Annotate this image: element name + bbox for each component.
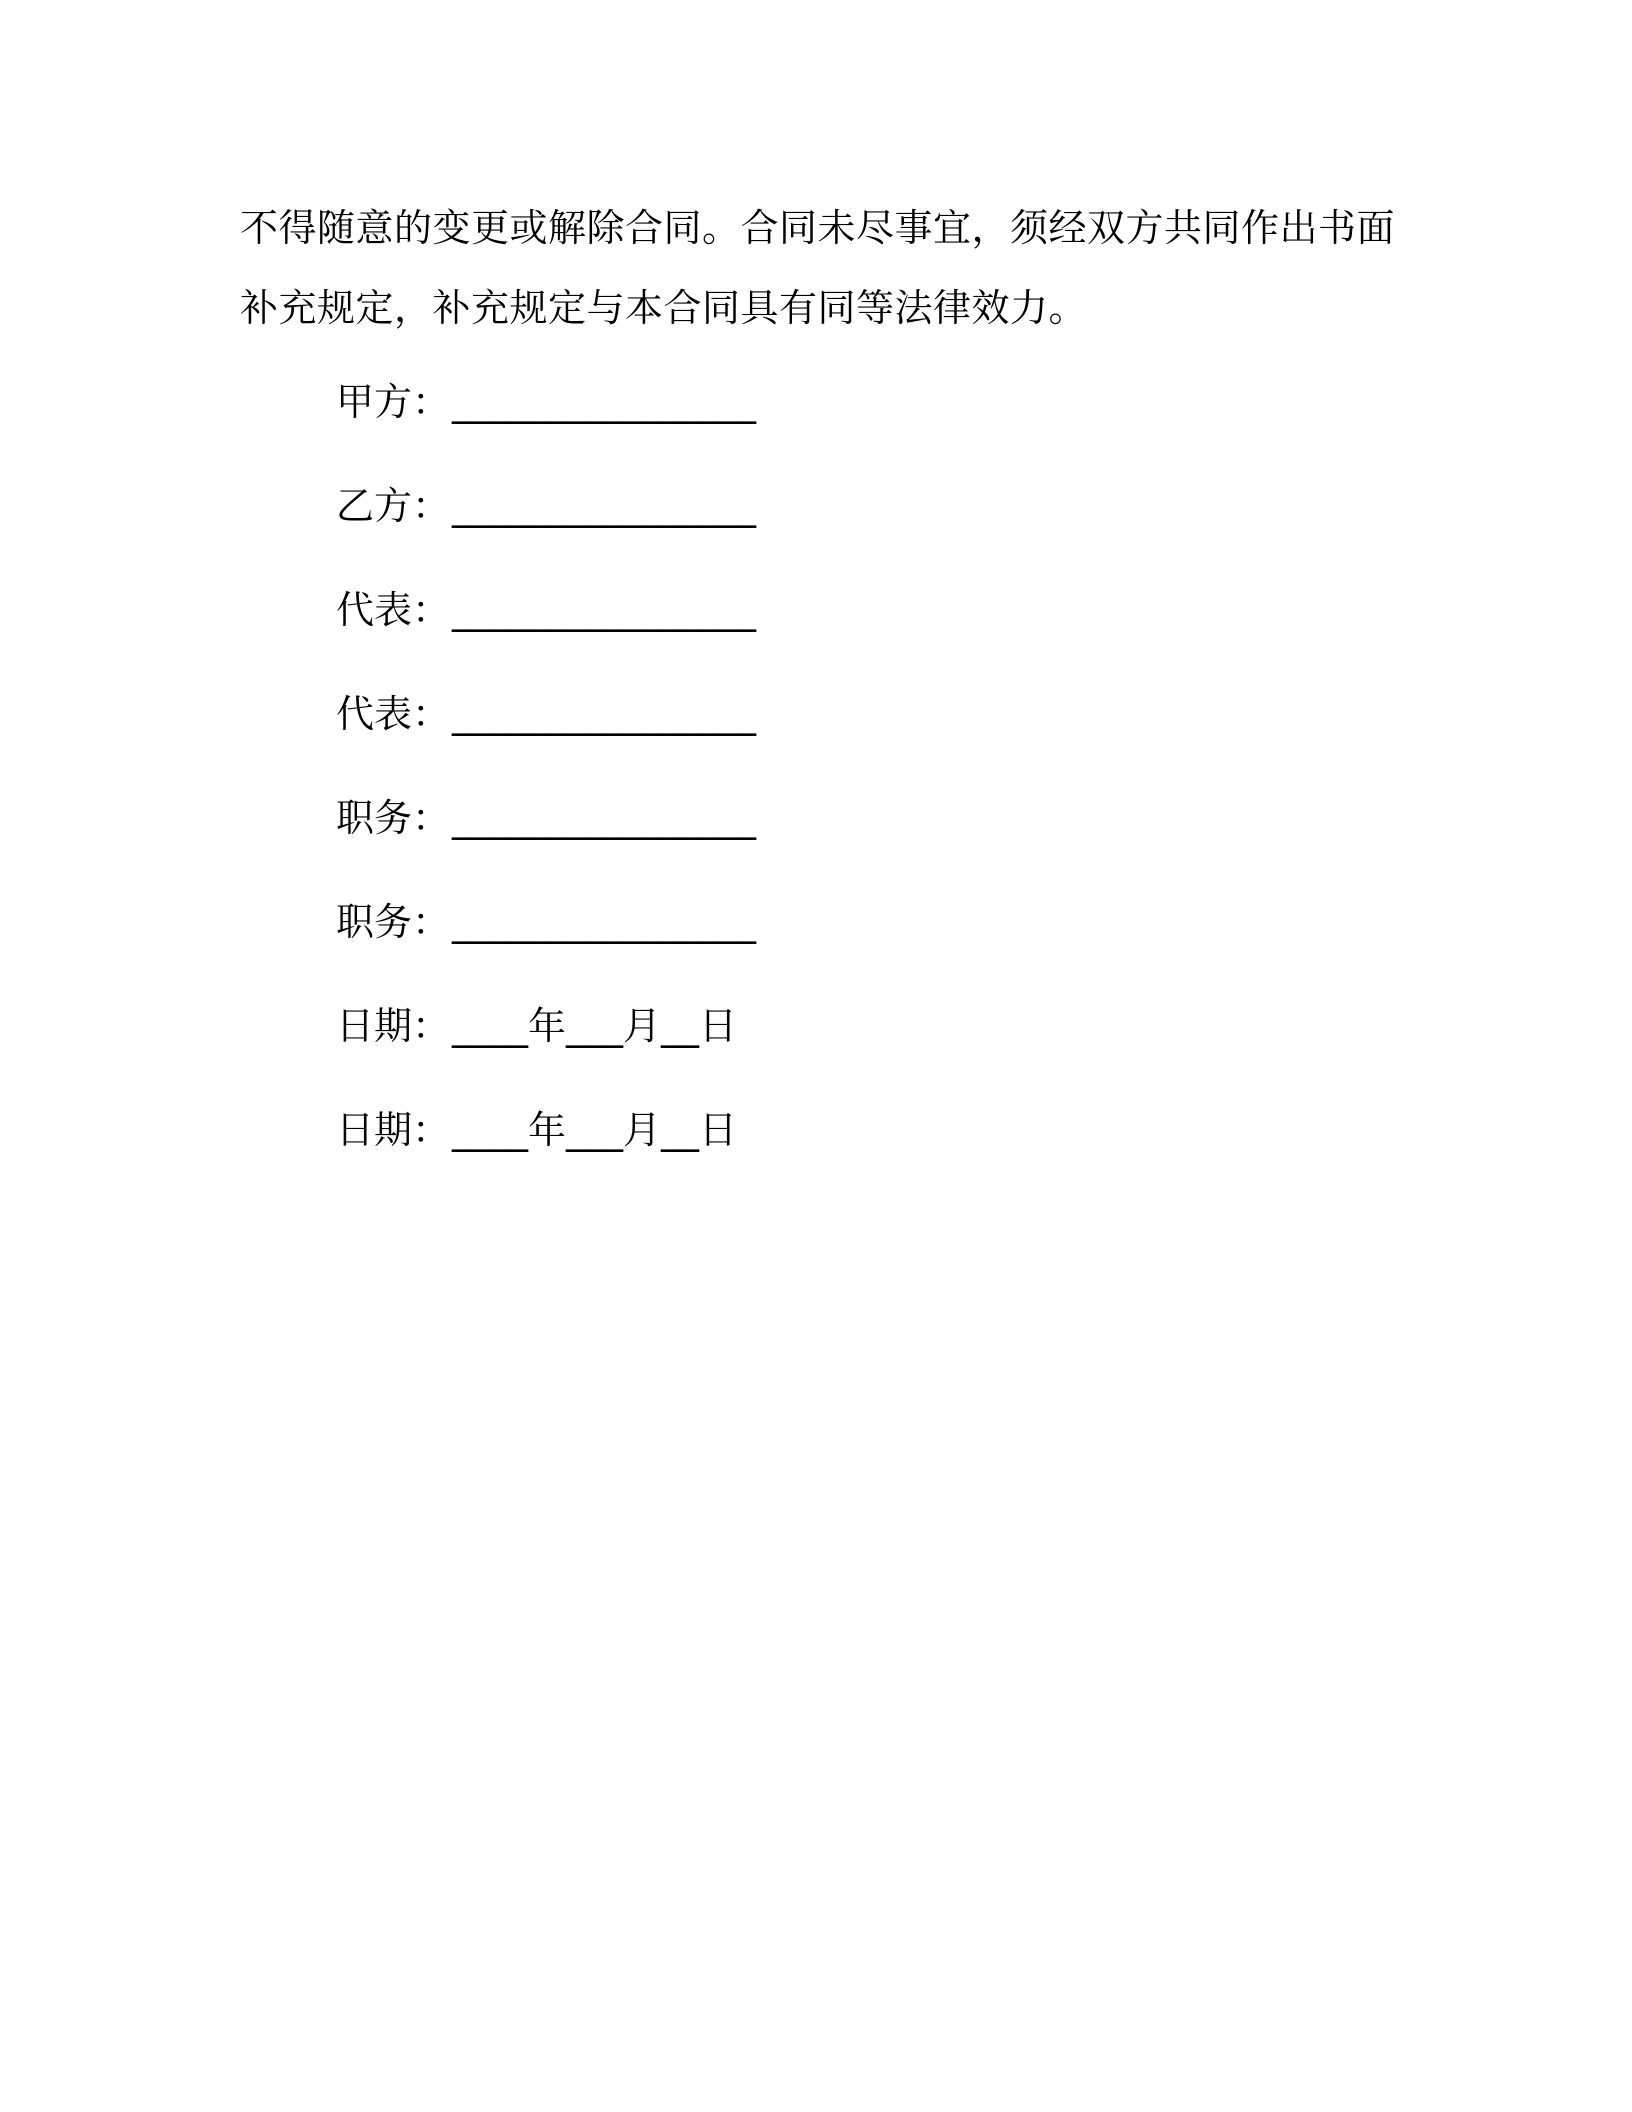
contract-closing-paragraph bbox=[240, 188, 1400, 348]
signature-row-party-b bbox=[336, 470, 1236, 574]
party-b-blank: ________________ bbox=[452, 484, 757, 528]
date-a-blank: ____年___月__日 bbox=[452, 1004, 738, 1048]
signature-row-representative-a bbox=[336, 574, 1236, 678]
position-a-label: 职务： bbox=[336, 796, 451, 840]
position-a-blank: ________________ bbox=[452, 796, 757, 840]
representative-a-blank: ________________ bbox=[452, 588, 757, 632]
paragraph-line: 不得随意的变更或解除合同。合同未尽事宜，须经双方共同作出书面 bbox=[240, 206, 1396, 250]
signature-row-date-b bbox=[336, 1094, 1236, 1198]
signature-row-representative-b bbox=[336, 678, 1236, 782]
signature-row-date-a bbox=[336, 990, 1236, 1094]
representative-b-label: 代表： bbox=[336, 692, 451, 736]
paragraph-line: 补充规定，补充规定与本合同具有同等法律效力。 bbox=[240, 286, 1088, 330]
date-b-label: 日期： bbox=[336, 1108, 451, 1152]
party-a-label: 甲方： bbox=[336, 380, 451, 424]
representative-b-blank: ________________ bbox=[452, 692, 757, 736]
representative-a-label: 代表： bbox=[336, 588, 451, 632]
party-b-label: 乙方： bbox=[336, 484, 451, 528]
date-a-label: 日期： bbox=[336, 1004, 451, 1048]
signature-row-position-b bbox=[336, 886, 1236, 990]
party-a-blank: ________________ bbox=[452, 380, 757, 424]
signature-row-party-a bbox=[336, 366, 1236, 470]
date-b-blank: ____年___月__日 bbox=[452, 1108, 738, 1152]
position-b-blank: ________________ bbox=[452, 900, 757, 944]
position-b-label: 职务： bbox=[336, 900, 451, 944]
signature-row-position-a bbox=[336, 782, 1236, 886]
signature-block bbox=[336, 366, 1236, 1198]
